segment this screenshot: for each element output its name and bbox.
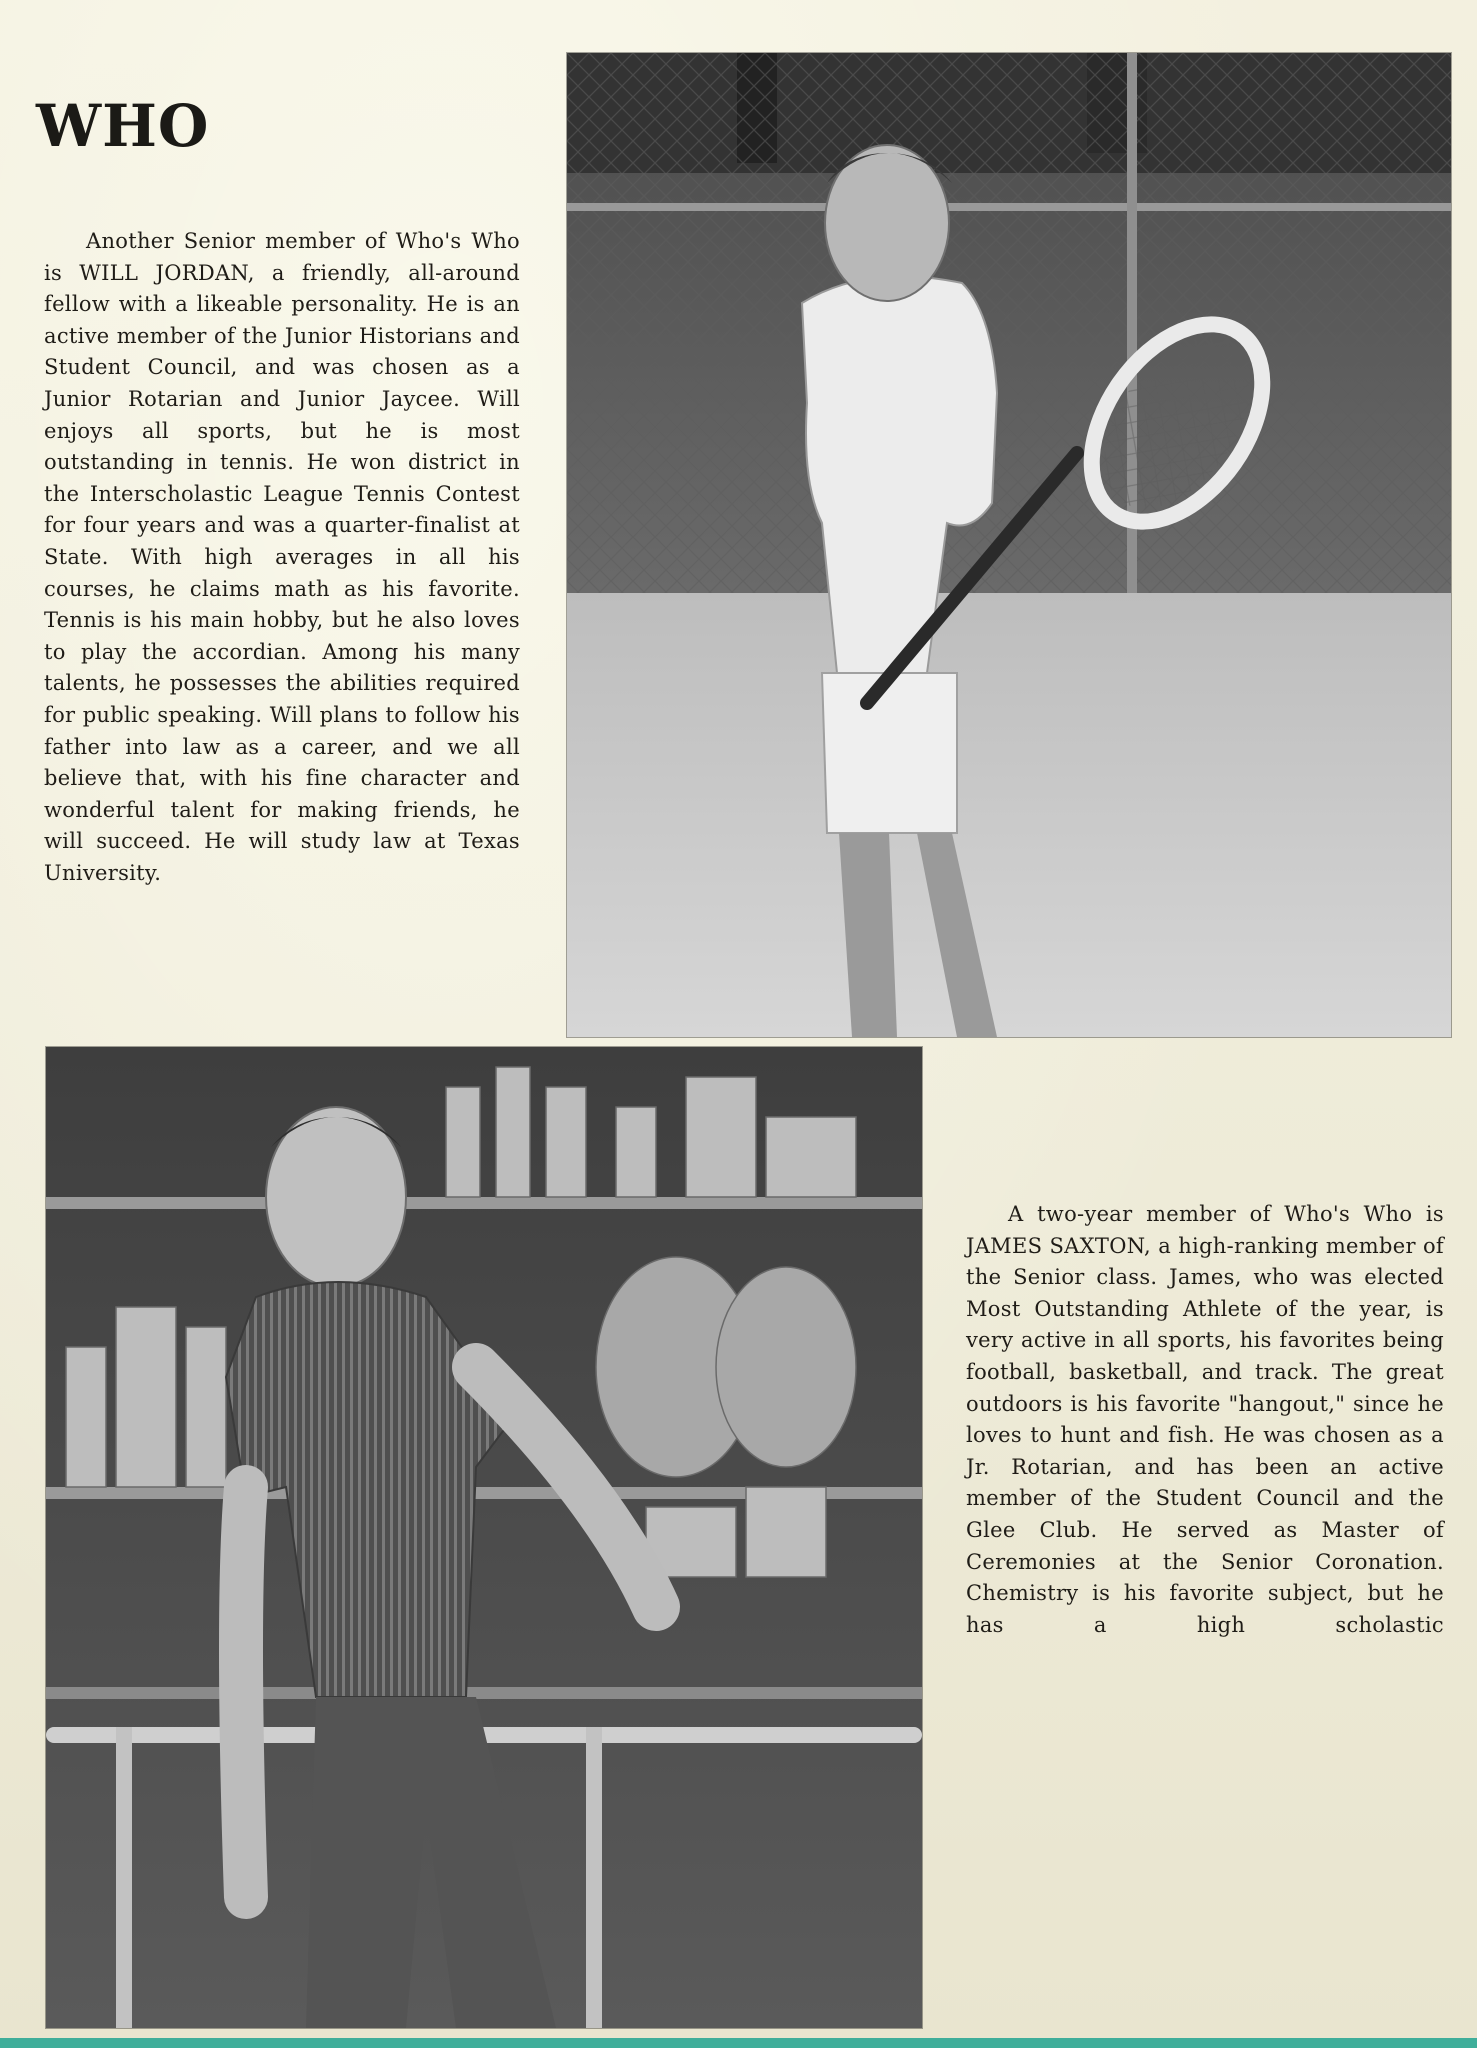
- story-james-saxton: A two-year member of Who's Who is JAMES SAXTON, a high-ranking member of the Senior class. James, who was elected Most Outstanding Athlete of the year, is very active in all sports, his favorites being football, basketball, and track. The great outdoors is his favorite "hangout," since he loves to hunt and fish. He was chosen as a Jr. Rotarian, and has been an active member of the Student Council and the Glee Club. He served as Master of Ceremonies at the Senior Coronation. Chemistry is his favorite subject, but he has a high scholastic: [966, 1202, 1444, 1637]
- photo-trophy-case: [46, 1047, 922, 2028]
- page-heading: WHO: [36, 92, 210, 160]
- page-edge-strip: [0, 2038, 1477, 2048]
- tennis-photo-illustration: [567, 53, 1451, 1037]
- photo-tennis-player: [567, 53, 1451, 1037]
- trophy-photo-illustration: [46, 1047, 922, 2028]
- story-will-jordan: Another Senior member of Who's Who is WILL JORDAN, a friendly, all-around fellow with a likeable personality. He is an active member of the Junior Historians and Student Council, and was chosen as a Junior Rotarian and Junior Jaycee. Will enjoys all sports, but he is most outstanding in tennis. He won district in the Interscholastic League Tennis Contest for four years and was a quarter-finalist at State. With high averages in all his courses, he claims math as his favorite. Tennis is his main hobby, but he also loves to play the accordian. Among his many talents, he possesses the abilities required for public speaking. Will plans to follow his father into law as a career, and we all believe that, with his fine character and wonderful talent for making friends, he will succeed. He will study law at Texas University.: [44, 229, 520, 885]
